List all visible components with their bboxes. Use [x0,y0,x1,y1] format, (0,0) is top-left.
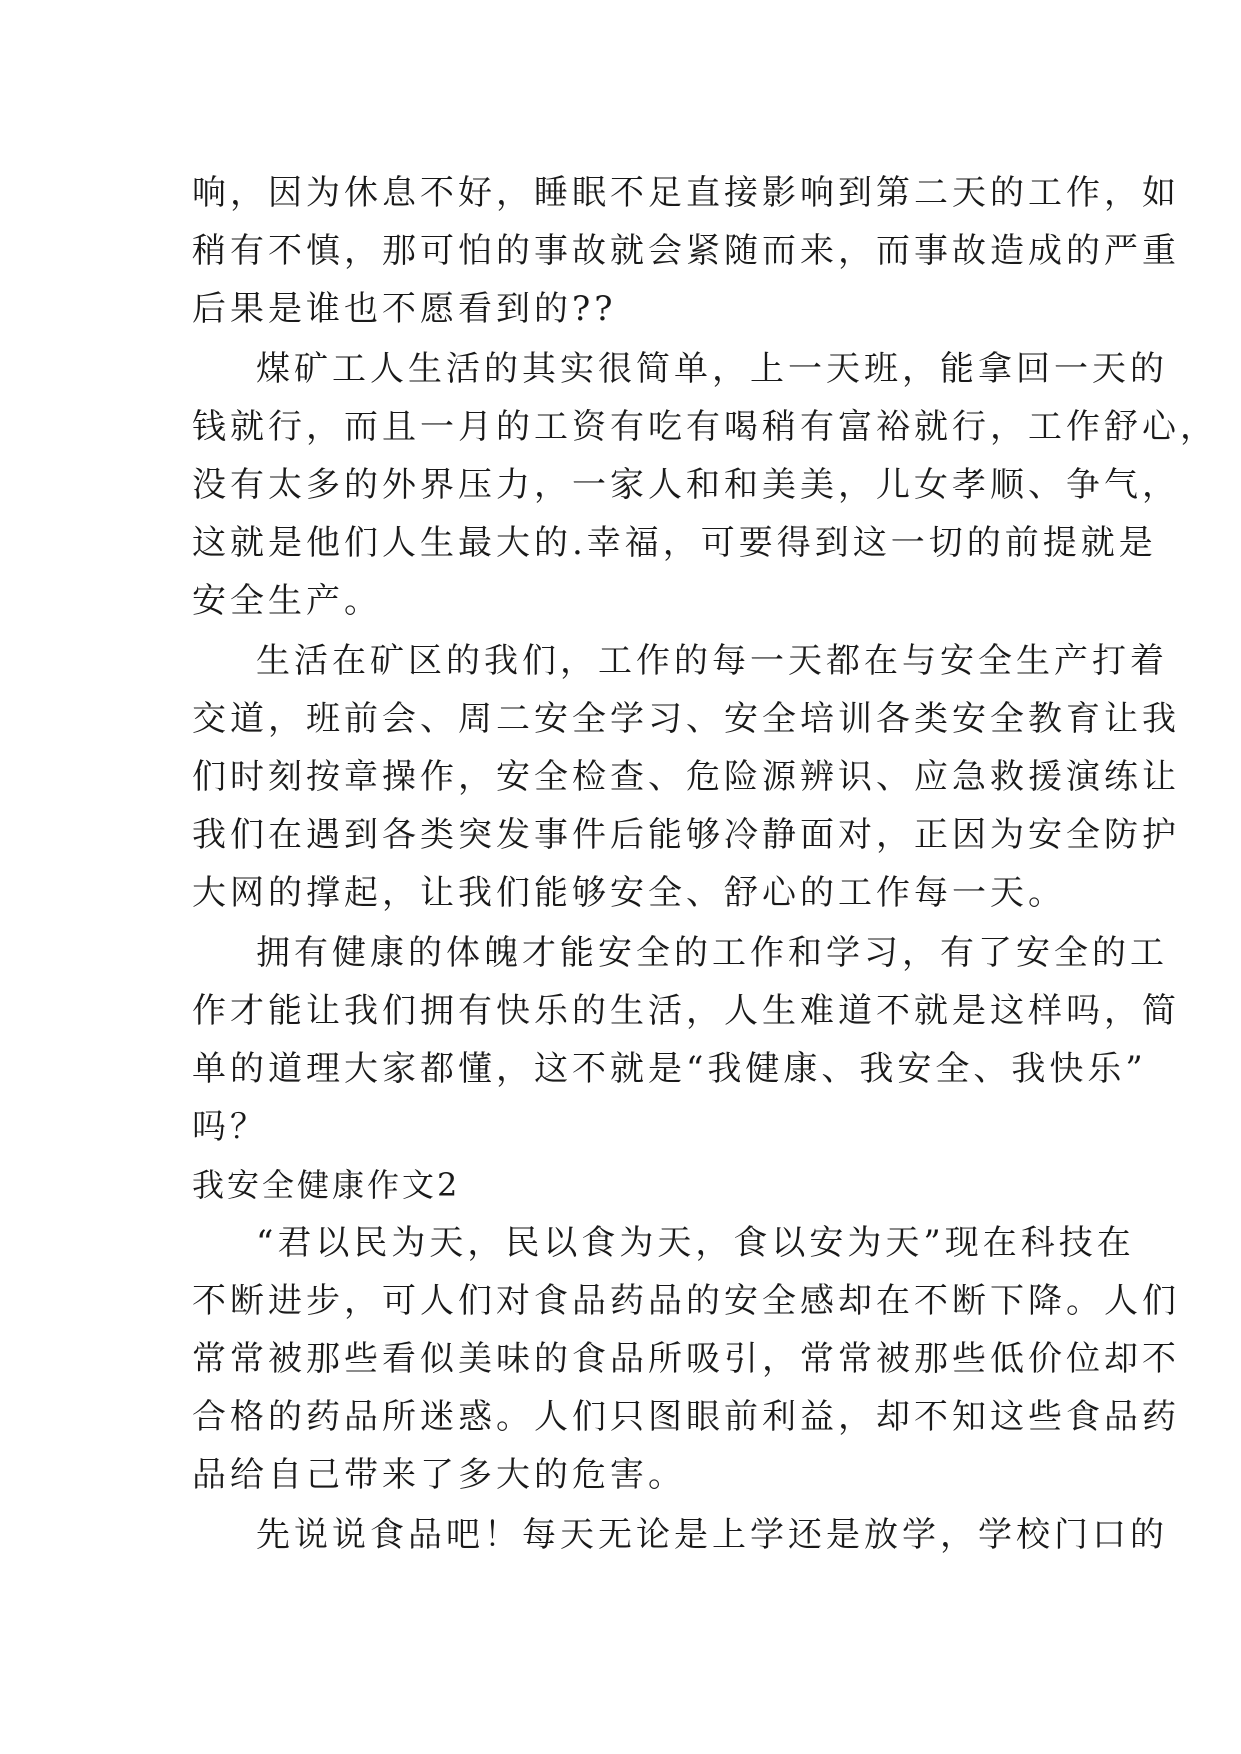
text-line: 交道，班前会、周二安全学习、安全培训各类安全教育让我 [192,699,1180,739]
text-line: 稍有不慎，那可怕的事故就会紧随而来，而事故造成的严重 [192,231,1180,271]
paragraph-first-line: 煤矿工人生活的其实很简单，上一天班，能拿回一天的 [256,349,1168,389]
text-line: 这就是他们人生最大的.幸福，可要得到这一切的前提就是 [192,523,1157,563]
text-line: 吗？ [192,1107,268,1147]
text-line: 单的道理大家都懂，这不就是“我健康、我安全、我快乐” [192,1049,1147,1089]
text-line: 后果是谁也不愿看到的?? [192,289,617,329]
section-heading: 我安全健康作文2 [192,1166,461,1204]
paragraph-first-line: 先说说食品吧！每天无论是上学还是放学，学校门口的 [256,1515,1168,1555]
text-line: 合格的药品所迷惑。人们只图眼前利益，却不知这些食品药 [192,1397,1180,1437]
text-line: 钱就行，而且一月的工资有吃有喝稍有富裕就行，工作舒心， [192,407,1218,447]
text-line: 响，因为休息不好，睡眠不足直接影响到第二天的工作，如 [192,173,1180,213]
text-line: 大网的撑起，让我们能够安全、舒心的工作每一天。 [192,873,1066,913]
text-line: 安全生产。 [192,581,382,621]
paragraph-first-line: 拥有健康的体魄才能安全的工作和学习，有了安全的工 [256,933,1168,973]
text-line: 不断进步，可人们对食品药品的安全感却在不断下降。人们 [192,1281,1180,1321]
text-line: 我们在遇到各类突发事件后能够冷静面对，正因为安全防护 [192,815,1180,855]
text-line: 常常被那些看似美味的食品所吸引，常常被那些低价位却不 [192,1339,1180,1379]
text-line: 作才能让我们拥有快乐的生活，人生难道不就是这样吗，简 [192,991,1180,1031]
text-line: 们时刻按章操作，安全检查、危险源辨识、应急救援演练让 [192,757,1180,797]
text-line: 品给自己带来了多大的危害。 [192,1455,686,1495]
paragraph-first-line: “君以民为天，民以食为天，食以安为天”现在科技在 [256,1223,1135,1263]
text-line: 没有太多的外界压力，一家人和和美美，儿女孝顺、争气， [192,465,1180,505]
paragraph-first-line: 生活在矿区的我们，工作的每一天都在与安全生产打着 [256,641,1168,681]
